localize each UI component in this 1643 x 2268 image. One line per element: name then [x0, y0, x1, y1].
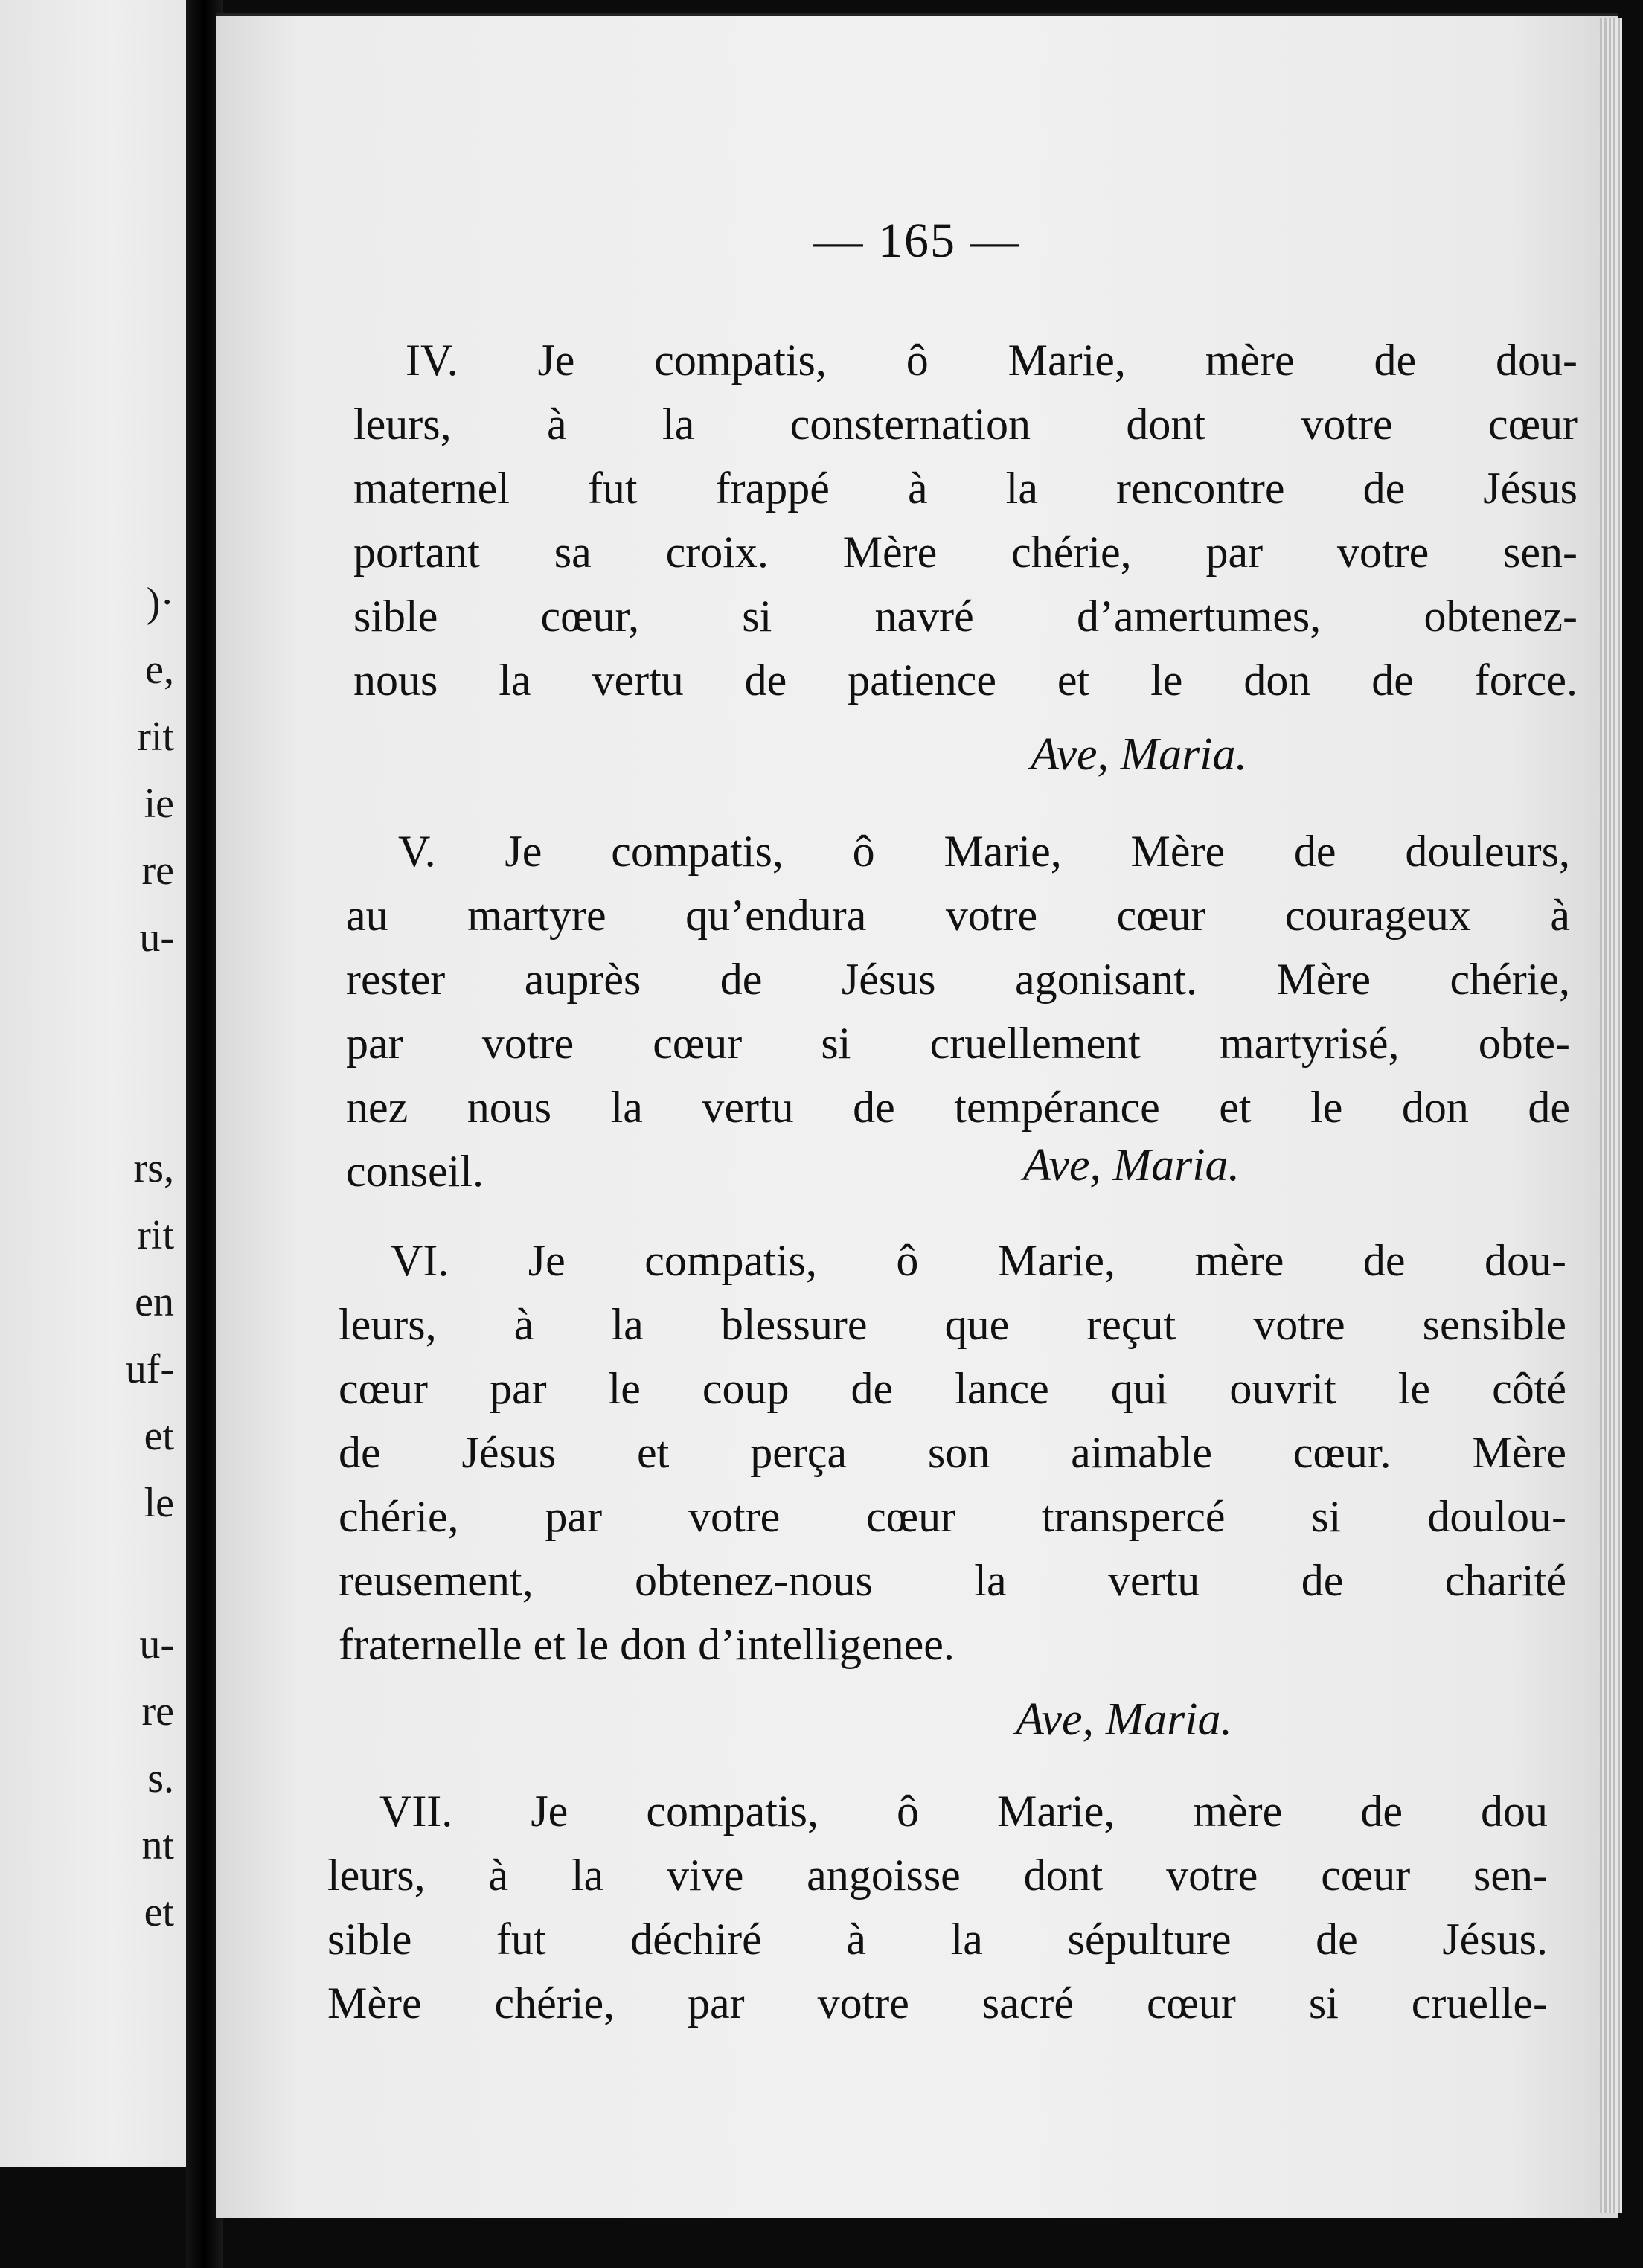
text-line: par votre cœur si cruellement martyrisé, obte- [346, 1019, 1570, 1068]
book-page [216, 13, 1618, 2218]
page-number: — 165 — [813, 214, 1021, 268]
text-line: portant sa croix. Mère chérie, par votre sen- [353, 528, 1578, 577]
paragraph-v [346, 819, 1570, 1203]
ave-maria-refrain: Ave, Maria. [1031, 729, 1247, 780]
left-fragment: uf- [125, 1346, 174, 1392]
text-line: VII. Je compatis, ô Marie, mère de dou [379, 1787, 1548, 1836]
left-fragment: re [141, 1688, 174, 1734]
text-line: leurs, à la consternation dont votre cœur [353, 400, 1578, 449]
left-fragment: )· [146, 580, 174, 626]
left-fragment: rs, [133, 1145, 174, 1191]
page-edge-stack [1600, 18, 1622, 2213]
previous-page-edge [0, 0, 186, 2167]
left-fragment: s. [147, 1755, 174, 1801]
left-fragment: u- [139, 914, 174, 961]
left-fragment: u- [139, 1621, 174, 1668]
left-fragment: rit [137, 714, 174, 760]
paragraph-iv [353, 328, 1578, 712]
left-fragment: re [141, 848, 174, 894]
text-line: sible cœur, si navré d’amertumes, obtenez- [353, 592, 1578, 641]
left-fragment: ie [144, 781, 174, 827]
text-line: rester auprès de Jésus agonisant. Mère chérie, [346, 955, 1570, 1004]
text-line: conseil. [346, 1147, 484, 1196]
text-line: de Jésus et perça son aimable cœur. Mère [339, 1428, 1566, 1477]
text-line: V. Je compatis, ô Marie, Mère de douleurs, [398, 827, 1570, 876]
left-fragment: en [135, 1279, 174, 1325]
text-line: nez nous la vertu de tempérance et le don de [346, 1083, 1570, 1132]
left-fragment: e, [145, 647, 174, 693]
paragraph-vii [327, 1779, 1548, 2035]
text-line: sible fut déchiré à la sépulture de Jésus. [327, 1915, 1548, 1964]
text-line: leurs, à la vive angoisse dont votre cœur sen- [327, 1851, 1548, 1900]
text-line: maternel fut frappé à la rencontre de Jésus [353, 464, 1578, 513]
left-fragment: nt [141, 1822, 174, 1868]
text-line: chérie, par votre cœur transpercé si doulou- [339, 1492, 1566, 1541]
paragraph-vi [339, 1228, 1566, 1676]
text-line: VI. Je compatis, ô Marie, mère de dou- [391, 1236, 1566, 1285]
text-line: IV. Je compatis, ô Marie, mère de dou- [406, 336, 1578, 385]
text-line: leurs, à la blessure que reçut votre sensible [339, 1300, 1566, 1349]
left-fragment: rit [137, 1212, 174, 1258]
ave-maria-refrain: Ave, Maria. [1023, 1140, 1240, 1191]
left-fragment: et [144, 1413, 174, 1459]
text-line: Mère chérie, par votre sacré cœur si cruelle- [327, 1979, 1548, 2028]
text-line: reusement, obtenez-nous la vertu de charité [339, 1556, 1566, 1605]
ave-maria-refrain: Ave, Maria. [1016, 1694, 1232, 1745]
text-line: fraternelle et le don d’intelligenee. [339, 1620, 955, 1669]
text-line: nous la vertu de patience et le don de force. [353, 656, 1578, 705]
text-line: cœur par le coup de lance qui ouvrit le côté [339, 1364, 1566, 1413]
left-fragment: et [144, 1889, 174, 1935]
text-line: au martyre qu’endura votre cœur courageux à [346, 891, 1570, 940]
left-fragment: le [144, 1480, 174, 1526]
